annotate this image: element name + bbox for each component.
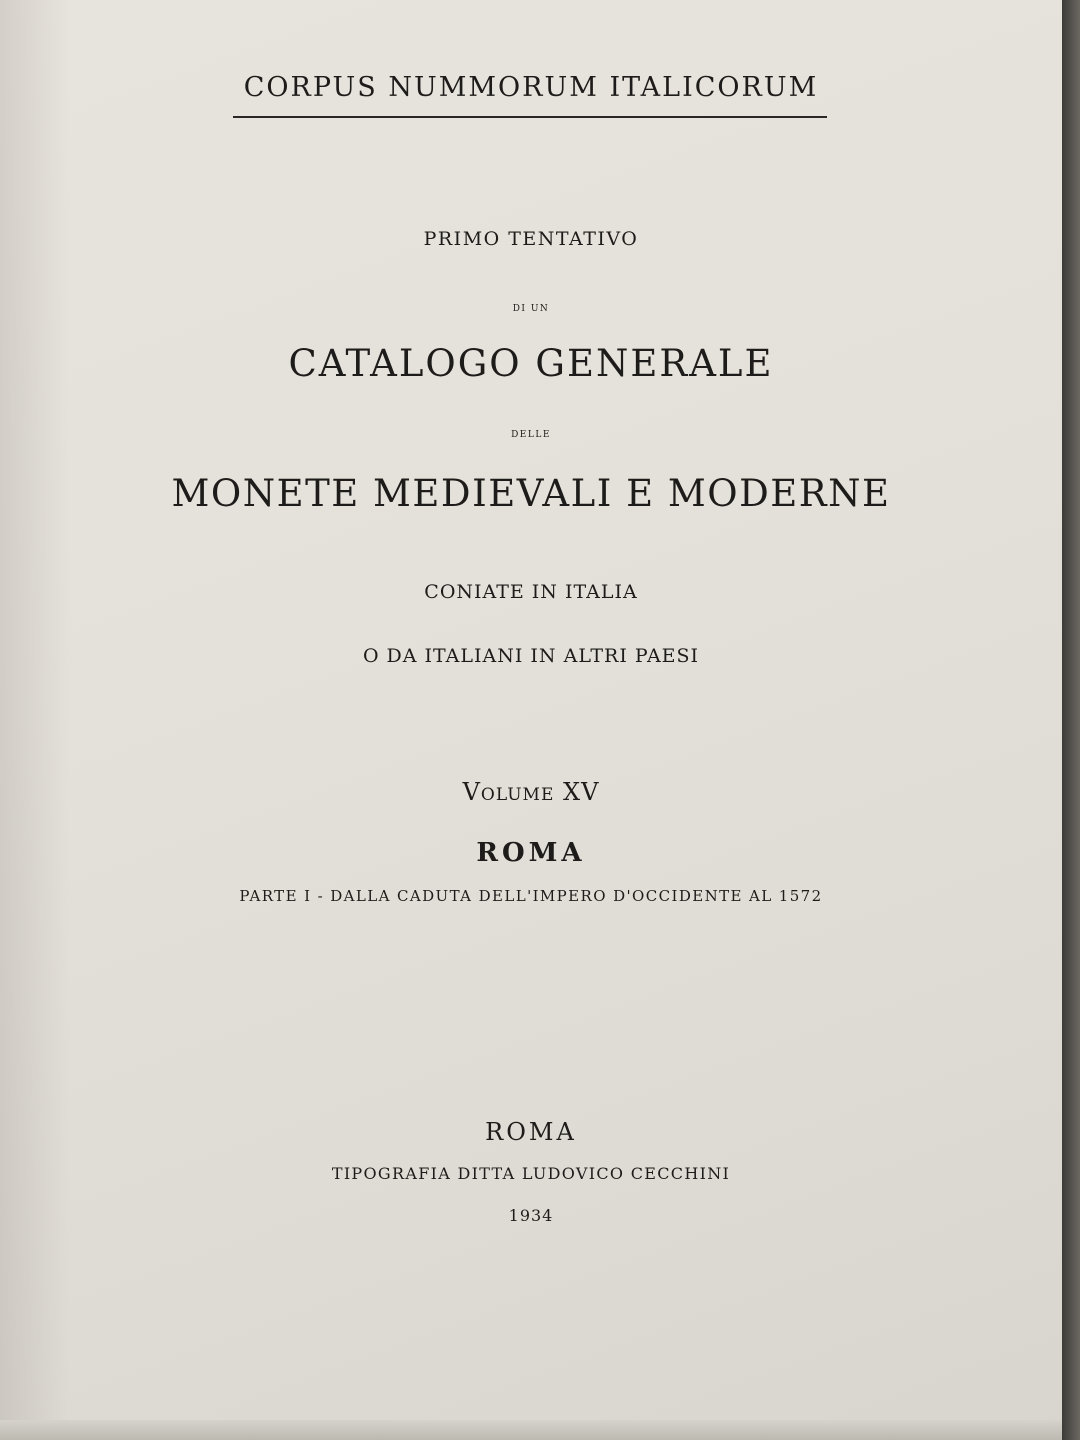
main-title-monete: MONETE MEDIEVALI E MODERNE [171,472,891,515]
subtitle-da-italiani: O DA ITALIANI IN ALTRI PAESI [362,645,700,667]
series-underline [233,116,827,118]
volume-text: Volume XV [462,778,600,806]
subtitle-delle: DELLE [511,430,551,440]
imprint-year: 1934 [508,1206,554,1225]
main-title-catalogo: CATALOGO GENERALE [288,342,774,385]
subtitle-coniate: CONIATE IN ITALIA [424,581,638,603]
imprint-printer: TIPOGRAFIA DITTA LUDOVICO CECCHINI [331,1164,731,1183]
subtitle-di-un: DI UN [512,304,550,314]
volume-city: ROMA [476,838,586,868]
part-description: PARTE I - DALLA CADUTA DELL'IMPERO D'OCCIDENTE AL 1572 [239,887,823,905]
volume-label [0,778,1062,806]
imprint-city: ROMA [485,1118,577,1146]
background-edge [1062,0,1080,1440]
subtitle-primo-tentativo: PRIMO TENTATIVO [423,228,639,250]
page-bottom-edge [0,1420,1062,1440]
series-title: CORPUS NUMMORUM ITALICORUM [243,72,819,103]
